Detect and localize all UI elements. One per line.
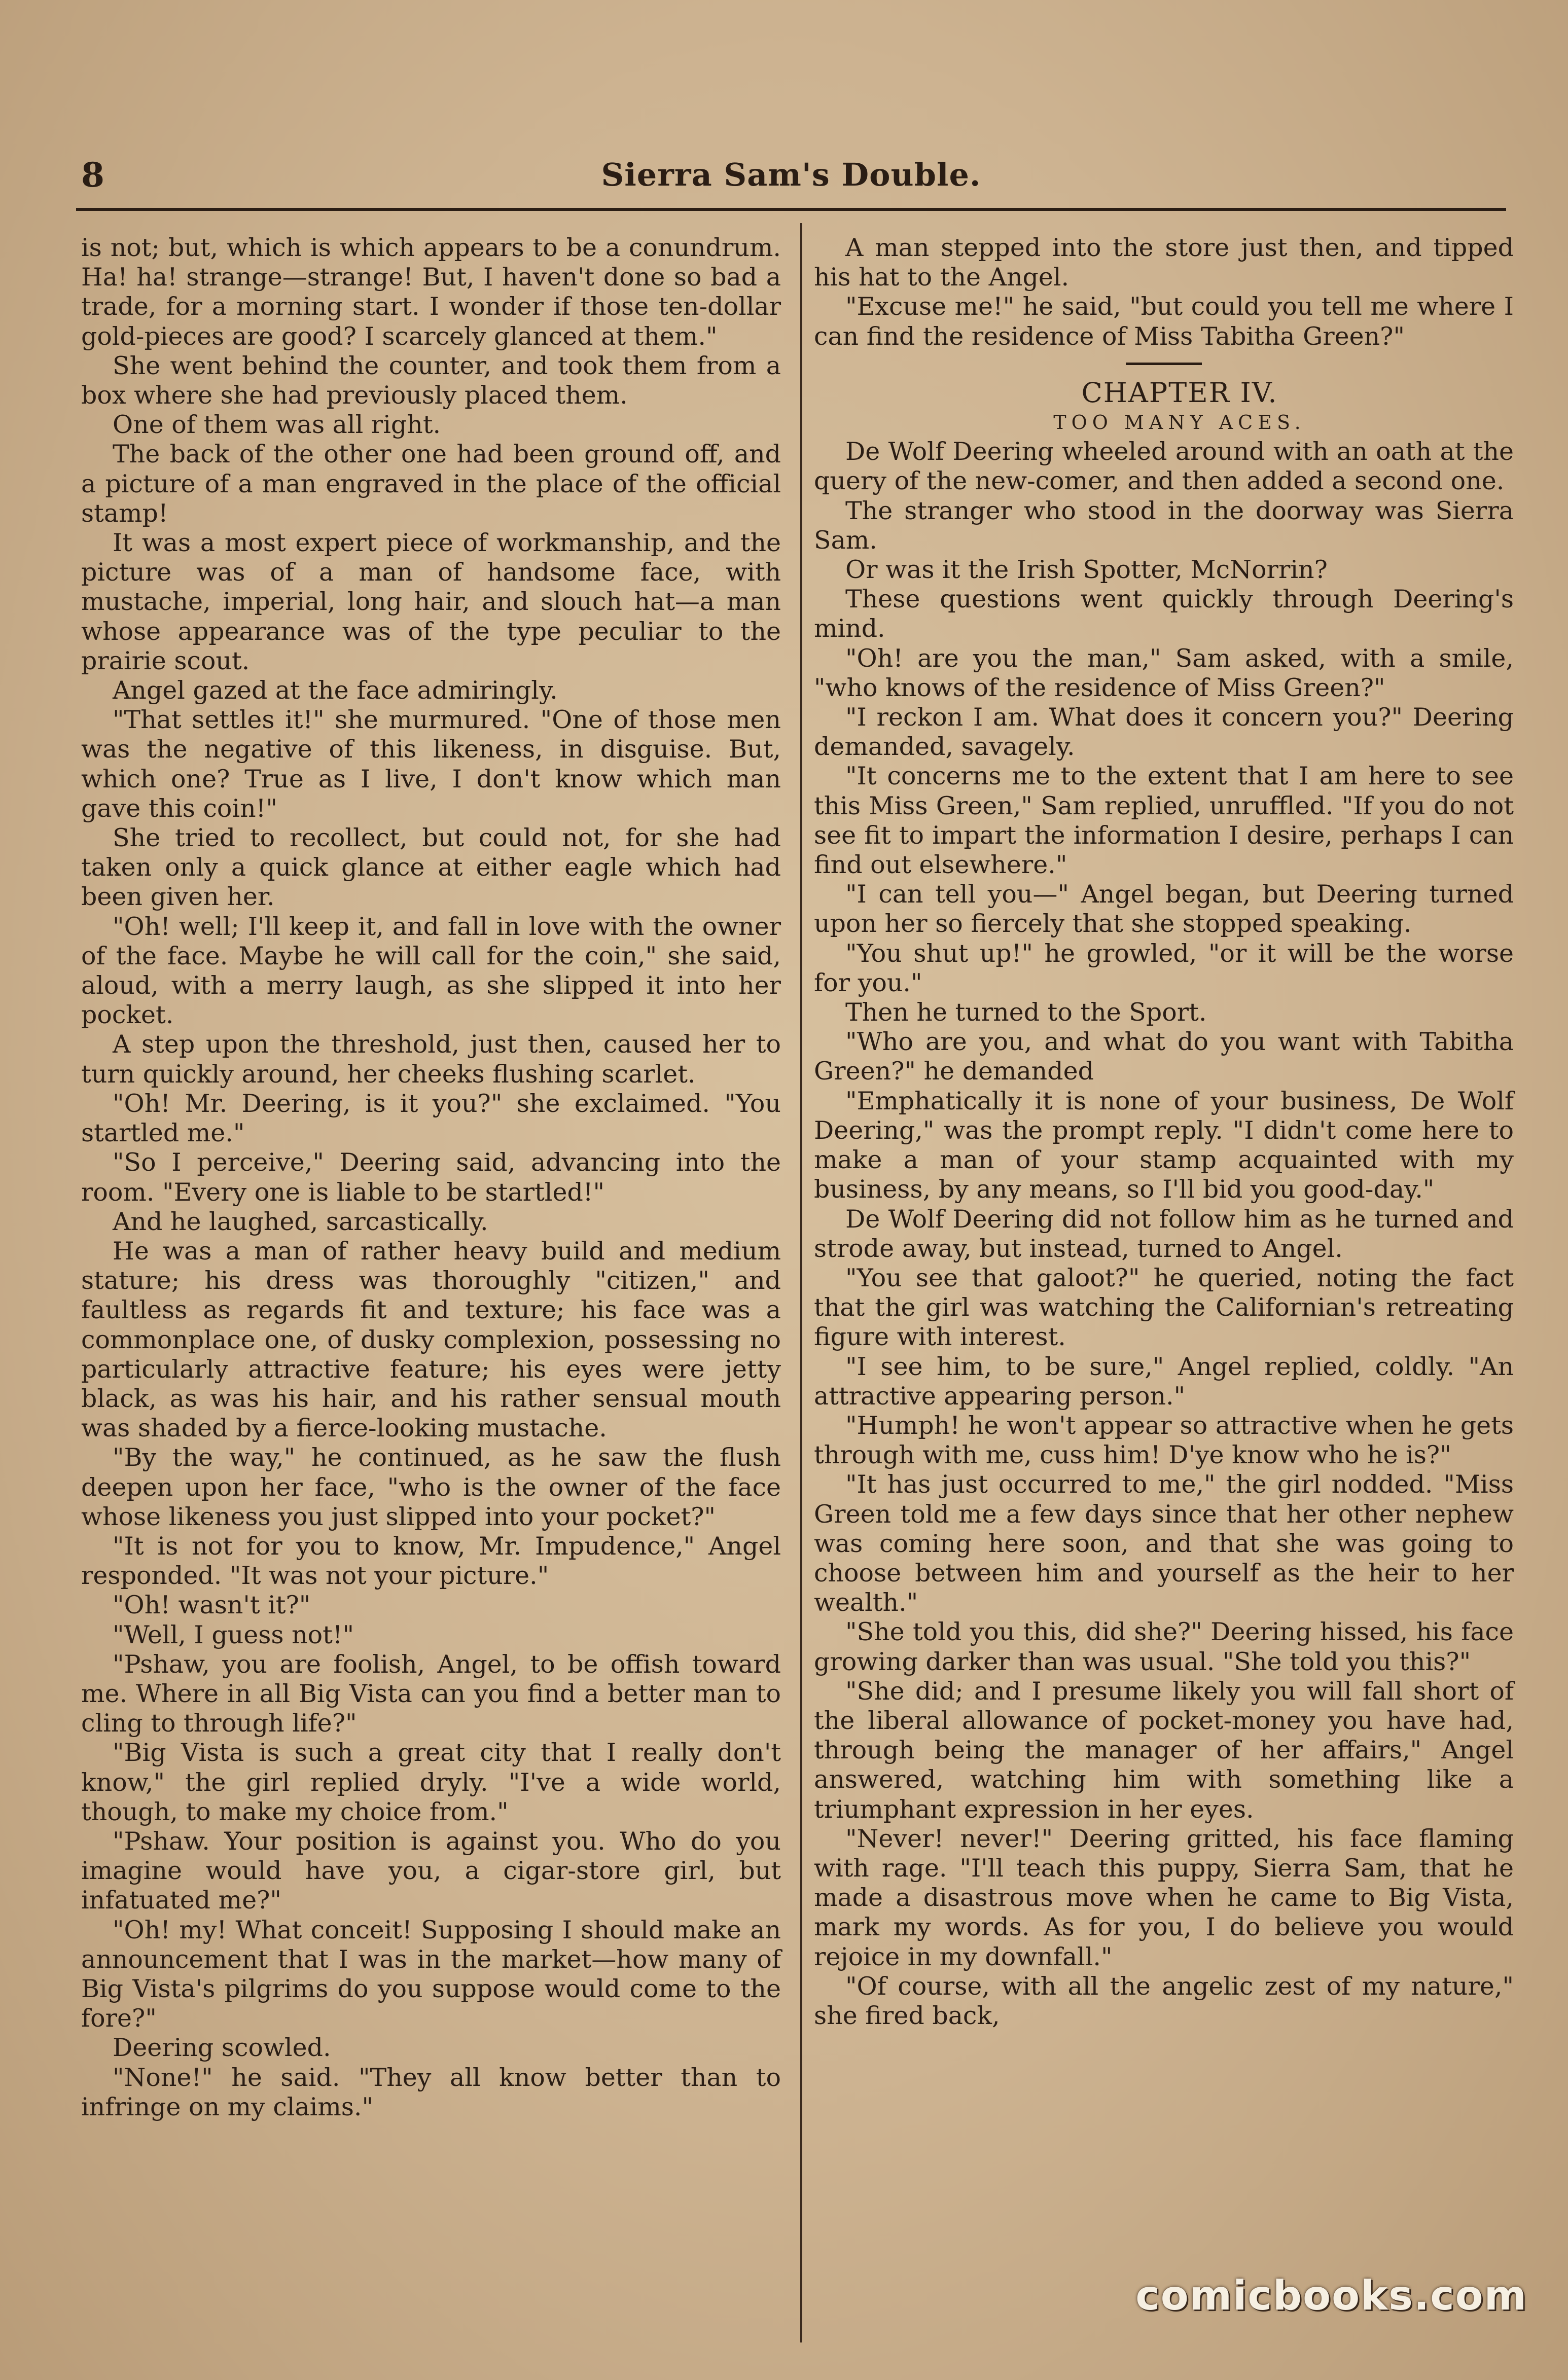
paragraph: De Wolf Deering did not follow him as he turned and strode away, but instead, turned to Angel. [814, 1204, 1514, 1263]
paragraph: "Oh! wasn't it?" [113, 1591, 311, 1620]
paragraph: "I can tell you—" Angel began, but Deering turned upon her so fiercely that she stopped speaking. [814, 880, 1514, 939]
paragraph: "Oh! my! What conceit! Supposing I should make an announcement that I was in the market—how many of Big Vista's pilgrims do you suppose would come to the fore?" [81, 1915, 781, 2033]
paragraph: "Excuse me!" he said, "but could you tell me where I can find the residence of Miss Tabitha Green?" [814, 292, 1514, 351]
page-number: 8 [81, 155, 104, 195]
section-rule [1126, 363, 1202, 365]
paragraph: "It has just occurred to me," the girl nodded. "Miss Green told me a few days since that her other nephew was coming here soon, and that she was going to choose between him and yourself as the heir to her wealth." [814, 1470, 1514, 1617]
paragraph: Angel gazed at the face admiringly. [113, 676, 558, 705]
watermark-logo: comicbooks.com [1135, 2272, 1527, 2319]
paragraph: "I reckon I am. What does it concern you?" Deering demanded, savagely. [814, 703, 1514, 762]
column-divider [800, 223, 802, 2342]
paragraph: "Emphatically it is none of your business, De Wolf Deering," was the prompt reply. "I didn't come here to make a man of your stamp acquainted with my business, by any means, so I'll bid you good-day." [814, 1086, 1514, 1204]
chapter-title: CHAPTER IV. [1081, 376, 1278, 409]
paragraph: A man stepped into the store just then, and tipped his hat to the Angel. [814, 233, 1514, 292]
paragraph: "She did; and I presume likely you will fall short of the liberal allowance of pocket-money you have had, through being the manager of her affairs," Angel answered, watching him with something like a triumphant expression in her eyes. [814, 1676, 1514, 1824]
paragraph: And he laughed, sarcastically. [113, 1207, 488, 1236]
paragraph: "Of course, with all the angelic zest of my nature," she fired back, [814, 1971, 1514, 2030]
paragraph: "Pshaw, you are foolish, Angel, to be offish toward me. Where in all Big Vista can you find a better man to cling to through life?" [81, 1649, 781, 1738]
paragraph: Deering scowled. [113, 2033, 331, 2063]
paragraph: "Never! never!" Deering gritted, his face flaming with rage. "I'll teach this puppy, Sierra Sam, that he made a disastrous move when he came to Big Vista, mark my words. As for you, I do believe you would rejoice in my downfall." [814, 1824, 1514, 1971]
paragraph: "You see that galoot?" he queried, noting the fact that the girl was watching the Californian's retreating figure with interest. [814, 1263, 1514, 1352]
paragraph: is not; but, which is which appears to be a conundrum. Ha! ha! strange—strange! But, I haven't done so bad a trade, for a morning start. I wonder if those ten-dollar gold-pieces are good? I scarcely glanced at them." [81, 233, 781, 351]
paragraph: A step upon the threshold, just then, caused her to turn quickly around, her cheeks flushing scarlet. [81, 1030, 781, 1089]
paragraph: "Humph! he won't appear so attractive when he gets through with me, cuss him! D'ye know who he is?" [814, 1411, 1514, 1470]
paragraph: "Who are you, and what do you want with Tabitha Green?" he demanded [814, 1027, 1514, 1086]
paragraph: "None!" he said. "They all know better than to infringe on my claims." [81, 2063, 781, 2121]
paragraph: "Oh! well; I'll keep it, and fall in love with the owner of the face. Maybe he will call for the coin," she said, aloud, with a merry laugh, as she slipped it into her pocket. [81, 912, 781, 1030]
paragraph: He was a man of rather heavy build and medium stature; his dress was thoroughly "citizen," and faultless as regards fit and texture; his face was a commonplace one, of dusky complexion, possessing no particularly attractive feature; his eyes were jetty black, as was his hair, and his rather sensual mouth was shaded by a fierce-looking mustache. [81, 1236, 781, 1443]
paragraph: "Well, I guess not!" [113, 1620, 354, 1649]
paragraph: "It concerns me to the extent that I am here to see this Miss Green," Sam replied, unruffled. "If you do not see fit to impart the information I desire, perhaps I can find out elsewhere." [814, 762, 1514, 880]
paragraph: "Pshaw. Your position is against you. Who do you imagine would have you, a cigar-store girl, but infatuated me?" [81, 1826, 781, 1915]
chapter-subtitle: TOO MANY ACES. [1053, 411, 1306, 434]
paragraph: "By the way," he continued, as he saw the flush deepen upon her face, "who is the owner of the face whose likeness you just slipped into your pocket?" [81, 1443, 781, 1531]
paragraph: These questions went quickly through Deering's mind. [814, 585, 1514, 643]
paragraph: Or was it the Irish Spotter, McNorrin? [845, 555, 1328, 585]
left-column [81, 233, 781, 2122]
paragraph: One of them was all right. [113, 410, 441, 440]
paragraph: The stranger who stood in the doorway was Sierra Sam. [814, 496, 1514, 555]
paragraph: De Wolf Deering wheeled around with an oath at the query of the new-comer, and then added a second one. [814, 437, 1514, 496]
paragraph: "So I perceive," Deering said, advancing into the room. "Every one is liable to be startled!" [81, 1148, 781, 1207]
running-title: Sierra Sam's Double. [601, 156, 981, 193]
paragraph: "Oh! Mr. Deering, is it you?" she exclaimed. "You startled me." [81, 1089, 781, 1148]
paragraph: Then he turned to the Sport. [845, 998, 1207, 1027]
page-header [76, 152, 1506, 198]
paragraph: "I see him, to be sure," Angel replied, coldly. "An attractive appearing person." [814, 1352, 1514, 1411]
paragraph: It was a most expert piece of workmanship, and the picture was of a man of handsome face, with mustache, imperial, long hair, and slouch hat—a man whose appearance was of the type peculiar to the prairie scout. [81, 528, 781, 675]
right-column [814, 233, 1514, 2031]
paragraph: She went behind the counter, and took them from a box where she had previously placed them. [81, 351, 781, 410]
paragraph: "Big Vista is such a great city that I really don't know," the girl replied dryly. "I've a wide world, though, to make my choice from." [81, 1738, 781, 1826]
paragraph: The back of the other one had been ground off, and a picture of a man engraved in the place of the official stamp! [81, 440, 781, 528]
paragraph: "She told you this, did she?" Deering hissed, his face growing darker than was usual. "She told you this?" [814, 1617, 1514, 1676]
header-rule [76, 208, 1506, 211]
paragraph: "That settles it!" she murmured. "One of those men was the negative of this likeness, in disguise. But, which one? True as I live, I don't know which man gave this coin!" [81, 705, 781, 823]
paragraph: "It is not for you to know, Mr. Impudence," Angel responded. "It was not your picture." [81, 1531, 781, 1591]
paragraph: "You shut up!" he growled, "or it will be the worse for you." [814, 939, 1514, 997]
paragraph: She tried to recollect, but could not, for she had taken only a quick glance at either eagle which had been given her. [81, 823, 781, 912]
paragraph: "Oh! are you the man," Sam asked, with a smile, "who knows of the residence of Miss Green?" [814, 643, 1514, 702]
